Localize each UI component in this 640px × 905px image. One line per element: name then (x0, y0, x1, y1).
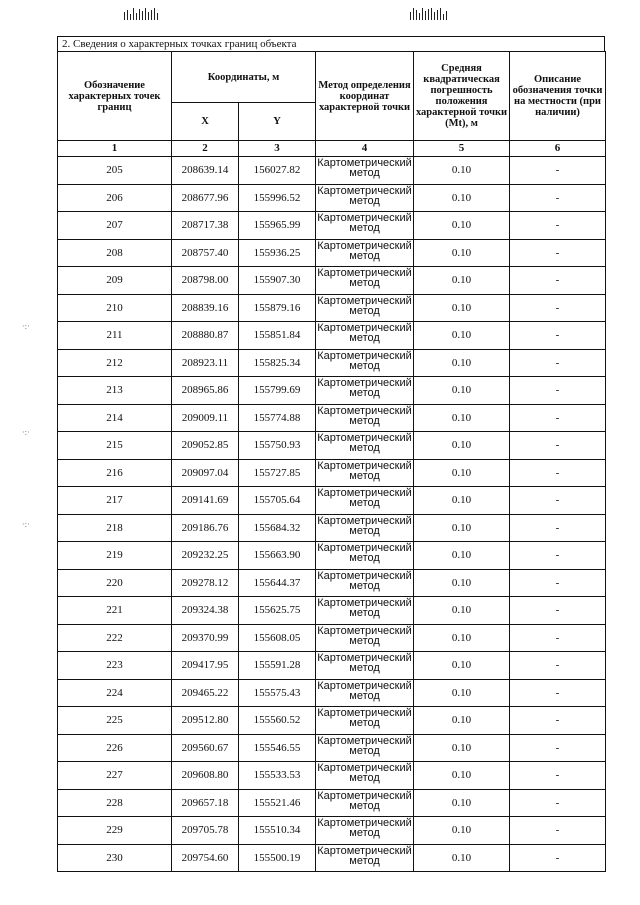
description-cell: - (510, 322, 606, 350)
point-id-cell: 207 (58, 212, 172, 240)
x-coordinate-cell: 208965.86 (172, 377, 239, 405)
x-coordinate-cell: 208839.16 (172, 294, 239, 322)
y-coordinate-cell: 155521.46 (239, 789, 316, 817)
section-title: 2. Сведения о характерных точках границ объекта (57, 36, 605, 51)
table-row (58, 349, 606, 377)
accuracy-cell: 0.10 (414, 459, 510, 487)
point-id-cell: 208 (58, 239, 172, 267)
table-row (58, 377, 606, 405)
table-row (58, 542, 606, 570)
y-coordinate-cell: 155965.99 (239, 212, 316, 240)
accuracy-cell: 0.10 (414, 789, 510, 817)
description-cell: - (510, 542, 606, 570)
method-cell: Картометрический метод (316, 707, 414, 735)
y-coordinate-cell: 155500.19 (239, 844, 316, 872)
header-method: Метод определения координат характерной точки (316, 52, 414, 141)
description-cell: - (510, 404, 606, 432)
accuracy-cell: 0.10 (414, 817, 510, 845)
table-row (58, 459, 606, 487)
table-row (58, 404, 606, 432)
method-cell: Картометрический метод (316, 212, 414, 240)
x-coordinate-cell: 209608.80 (172, 762, 239, 790)
y-coordinate-cell: 155936.25 (239, 239, 316, 267)
method-cell: Картометрический метод (316, 734, 414, 762)
table-row (58, 652, 606, 680)
description-cell: - (510, 184, 606, 212)
accuracy-cell: 0.10 (414, 267, 510, 295)
description-cell: - (510, 157, 606, 185)
y-coordinate-cell: 155608.05 (239, 624, 316, 652)
y-coordinate-cell: 155799.69 (239, 377, 316, 405)
point-id-cell: 221 (58, 597, 172, 625)
table-row (58, 294, 606, 322)
x-coordinate-cell: 208717.38 (172, 212, 239, 240)
document-frame (57, 36, 605, 872)
y-coordinate-cell: 155560.52 (239, 707, 316, 735)
point-id-cell: 210 (58, 294, 172, 322)
header-description: Описание обозначения точки на местности (при наличии) (510, 52, 606, 141)
table-row (58, 789, 606, 817)
y-coordinate-cell: 155510.34 (239, 817, 316, 845)
method-cell: Картометрический метод (316, 294, 414, 322)
description-cell: - (510, 267, 606, 295)
x-coordinate-cell: 209754.60 (172, 844, 239, 872)
method-cell: Картометрический метод (316, 432, 414, 460)
method-cell: Картометрический метод (316, 184, 414, 212)
accuracy-cell: 0.10 (414, 404, 510, 432)
barcode-mark-right (410, 6, 447, 20)
x-coordinate-cell: 208923.11 (172, 349, 239, 377)
method-cell: Картометрический метод (316, 624, 414, 652)
x-coordinate-cell: 209465.22 (172, 679, 239, 707)
method-cell: Картометрический метод (316, 652, 414, 680)
description-cell: - (510, 377, 606, 405)
y-coordinate-cell: 155546.55 (239, 734, 316, 762)
description-cell: - (510, 762, 606, 790)
accuracy-cell: 0.10 (414, 322, 510, 350)
column-number: 4 (316, 141, 414, 157)
point-id-cell: 222 (58, 624, 172, 652)
scan-speck: ·:· (22, 520, 30, 529)
header-y: Y (239, 103, 316, 141)
y-coordinate-cell: 155750.93 (239, 432, 316, 460)
table-row (58, 597, 606, 625)
point-id-cell: 230 (58, 844, 172, 872)
point-id-cell: 219 (58, 542, 172, 570)
point-id-cell: 225 (58, 707, 172, 735)
y-coordinate-cell: 155591.28 (239, 652, 316, 680)
table-row (58, 514, 606, 542)
method-cell: Картометрический метод (316, 569, 414, 597)
point-id-cell: 206 (58, 184, 172, 212)
x-coordinate-cell: 209324.38 (172, 597, 239, 625)
table-row (58, 844, 606, 872)
column-number: 2 (172, 141, 239, 157)
description-cell: - (510, 652, 606, 680)
method-cell: Картометрический метод (316, 157, 414, 185)
description-cell: - (510, 514, 606, 542)
point-id-cell: 216 (58, 459, 172, 487)
accuracy-cell: 0.10 (414, 597, 510, 625)
point-id-cell: 209 (58, 267, 172, 295)
table-row (58, 212, 606, 240)
table-row (58, 707, 606, 735)
y-coordinate-cell: 155663.90 (239, 542, 316, 570)
column-number: 3 (239, 141, 316, 157)
table-row (58, 239, 606, 267)
accuracy-cell: 0.10 (414, 762, 510, 790)
description-cell: - (510, 624, 606, 652)
column-number: 5 (414, 141, 510, 157)
description-cell: - (510, 597, 606, 625)
table-row (58, 432, 606, 460)
point-id-cell: 213 (58, 377, 172, 405)
point-id-cell: 217 (58, 487, 172, 515)
point-id-cell: 223 (58, 652, 172, 680)
x-coordinate-cell: 209052.85 (172, 432, 239, 460)
accuracy-cell: 0.10 (414, 487, 510, 515)
y-coordinate-cell: 155644.37 (239, 569, 316, 597)
description-cell: - (510, 349, 606, 377)
y-coordinate-cell: 156027.82 (239, 157, 316, 185)
y-coordinate-cell: 155727.85 (239, 459, 316, 487)
point-id-cell: 220 (58, 569, 172, 597)
table-row (58, 734, 606, 762)
point-id-cell: 226 (58, 734, 172, 762)
description-cell: - (510, 212, 606, 240)
method-cell: Картометрический метод (316, 404, 414, 432)
method-cell: Картометрический метод (316, 377, 414, 405)
accuracy-cell: 0.10 (414, 432, 510, 460)
table-row (58, 762, 606, 790)
header-accuracy: Средняя квадратическая погрешность положения характерной точки (Mt), м (414, 52, 510, 141)
x-coordinate-cell: 209370.99 (172, 624, 239, 652)
description-cell: - (510, 487, 606, 515)
method-cell: Картометрический метод (316, 514, 414, 542)
header-coordinates: Координаты, м (172, 52, 316, 103)
scan-speck: ·:· (22, 428, 30, 437)
method-cell: Картометрический метод (316, 542, 414, 570)
method-cell: Картометрический метод (316, 762, 414, 790)
accuracy-cell: 0.10 (414, 212, 510, 240)
accuracy-cell: 0.10 (414, 377, 510, 405)
point-id-cell: 224 (58, 679, 172, 707)
method-cell: Картометрический метод (316, 487, 414, 515)
y-coordinate-cell: 155851.84 (239, 322, 316, 350)
y-coordinate-cell: 155705.64 (239, 487, 316, 515)
x-coordinate-cell: 209141.69 (172, 487, 239, 515)
table-row (58, 569, 606, 597)
y-coordinate-cell: 155533.53 (239, 762, 316, 790)
table-row (58, 267, 606, 295)
x-coordinate-cell: 209705.78 (172, 817, 239, 845)
y-coordinate-cell: 155996.52 (239, 184, 316, 212)
point-id-cell: 212 (58, 349, 172, 377)
y-coordinate-cell: 155774.88 (239, 404, 316, 432)
y-coordinate-cell: 155625.75 (239, 597, 316, 625)
y-coordinate-cell: 155879.16 (239, 294, 316, 322)
column-number: 6 (510, 141, 606, 157)
method-cell: Картометрический метод (316, 844, 414, 872)
accuracy-cell: 0.10 (414, 514, 510, 542)
method-cell: Картометрический метод (316, 459, 414, 487)
accuracy-cell: 0.10 (414, 184, 510, 212)
description-cell: - (510, 569, 606, 597)
header-point-designation: Обозначение характерных точек границ (58, 52, 172, 141)
table-body (58, 157, 606, 872)
method-cell: Картометрический метод (316, 679, 414, 707)
x-coordinate-cell: 209278.12 (172, 569, 239, 597)
x-coordinate-cell: 208677.96 (172, 184, 239, 212)
point-id-cell: 215 (58, 432, 172, 460)
method-cell: Картометрический метод (316, 239, 414, 267)
accuracy-cell: 0.10 (414, 294, 510, 322)
accuracy-cell: 0.10 (414, 734, 510, 762)
accuracy-cell: 0.10 (414, 679, 510, 707)
point-id-cell: 229 (58, 817, 172, 845)
point-id-cell: 205 (58, 157, 172, 185)
boundary-points-table (57, 51, 606, 872)
accuracy-cell: 0.10 (414, 157, 510, 185)
table-row (58, 817, 606, 845)
x-coordinate-cell: 209417.95 (172, 652, 239, 680)
table-row (58, 322, 606, 350)
description-cell: - (510, 707, 606, 735)
point-id-cell: 211 (58, 322, 172, 350)
method-cell: Картометрический метод (316, 267, 414, 295)
x-coordinate-cell: 209657.18 (172, 789, 239, 817)
method-cell: Картометрический метод (316, 322, 414, 350)
description-cell: - (510, 817, 606, 845)
method-cell: Картометрический метод (316, 597, 414, 625)
table-row (58, 679, 606, 707)
description-cell: - (510, 679, 606, 707)
x-coordinate-cell: 209232.25 (172, 542, 239, 570)
x-coordinate-cell: 208757.40 (172, 239, 239, 267)
method-cell: Картометрический метод (316, 817, 414, 845)
accuracy-cell: 0.10 (414, 542, 510, 570)
description-cell: - (510, 789, 606, 817)
accuracy-cell: 0.10 (414, 239, 510, 267)
description-cell: - (510, 239, 606, 267)
table-row (58, 157, 606, 185)
accuracy-cell: 0.10 (414, 569, 510, 597)
description-cell: - (510, 734, 606, 762)
column-number: 1 (58, 141, 172, 157)
accuracy-cell: 0.10 (414, 844, 510, 872)
point-id-cell: 214 (58, 404, 172, 432)
x-coordinate-cell: 209512.80 (172, 707, 239, 735)
y-coordinate-cell: 155575.43 (239, 679, 316, 707)
accuracy-cell: 0.10 (414, 349, 510, 377)
description-cell: - (510, 844, 606, 872)
description-cell: - (510, 294, 606, 322)
x-coordinate-cell: 209560.67 (172, 734, 239, 762)
point-id-cell: 228 (58, 789, 172, 817)
point-id-cell: 218 (58, 514, 172, 542)
method-cell: Картометрический метод (316, 789, 414, 817)
table-row (58, 487, 606, 515)
y-coordinate-cell: 155684.32 (239, 514, 316, 542)
table-row (58, 184, 606, 212)
x-coordinate-cell: 209186.76 (172, 514, 239, 542)
accuracy-cell: 0.10 (414, 707, 510, 735)
table-row (58, 624, 606, 652)
y-coordinate-cell: 155907.30 (239, 267, 316, 295)
header-x: X (172, 103, 239, 141)
point-id-cell: 227 (58, 762, 172, 790)
barcode-mark-left (124, 6, 158, 20)
description-cell: - (510, 459, 606, 487)
x-coordinate-cell: 208798.00 (172, 267, 239, 295)
method-cell: Картометрический метод (316, 349, 414, 377)
y-coordinate-cell: 155825.34 (239, 349, 316, 377)
description-cell: - (510, 432, 606, 460)
x-coordinate-cell: 208639.14 (172, 157, 239, 185)
x-coordinate-cell: 209009.11 (172, 404, 239, 432)
accuracy-cell: 0.10 (414, 652, 510, 680)
bottom-divider (57, 871, 605, 872)
accuracy-cell: 0.10 (414, 624, 510, 652)
x-coordinate-cell: 208880.87 (172, 322, 239, 350)
x-coordinate-cell: 209097.04 (172, 459, 239, 487)
scan-speck: ·:· (22, 322, 30, 331)
